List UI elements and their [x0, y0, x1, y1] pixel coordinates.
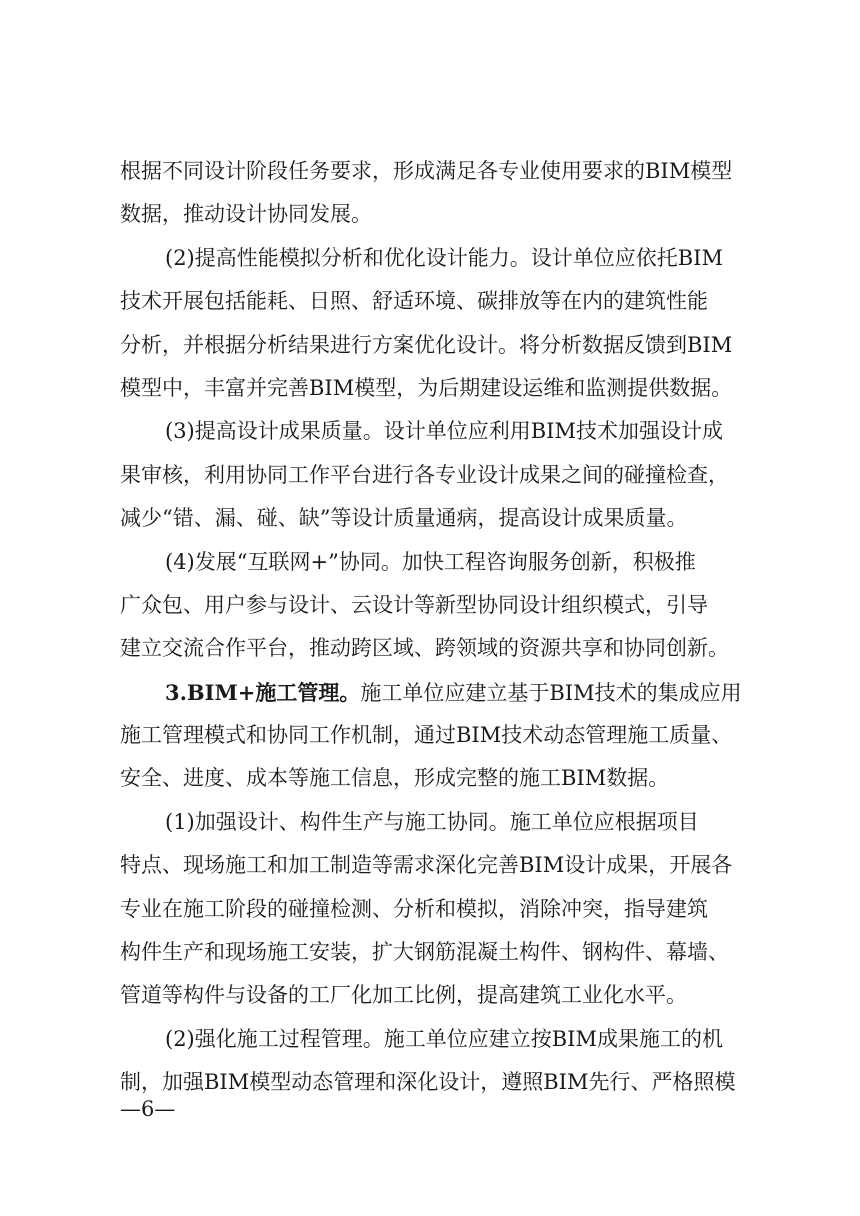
text-line: 专业在施工阶段的碰撞检测、分析和模拟，消除冲突，指导建筑 [120, 896, 708, 921]
body-text [120, 150, 760, 1105]
text-line: 制，加强BIM模型动态管理和深化设计，遵照BIM先行、严格照模 [120, 1070, 736, 1095]
text-line: (3)提高设计成果质量。设计单位应利用BIM技术加强设计成 [165, 419, 723, 444]
text-line: 根据不同设计阶段任务要求，形成满足各专业使用要求的BIM模型 [120, 159, 733, 183]
text-line: 特点、现场施工和加工制造等需求深化完善BIM设计成果，开展各 [120, 853, 733, 878]
text-line: 建立交流合作平台，推动跨区域、跨领域的资源共享和协同创新。 [120, 636, 729, 661]
text-line: (2)强化施工过程管理。施工单位应建立按BIM成果施工的机 [165, 1026, 723, 1051]
text-line: (1)加强设计、构件生产与施工协同。施工单位应根据项目 [165, 809, 699, 834]
text-line: 广众包、用户参与设计、云设计等新型协同设计组织模式，引导 [120, 592, 708, 617]
page-number: —6— [120, 1097, 176, 1121]
text-line: (2)提高性能模拟分析和优化设计能力。设计单位应依托BIM [165, 245, 723, 270]
text-line: 减少“错、漏、碰、缺”等设计质量通病，提高设计成果质量。 [120, 506, 688, 531]
text-line: 数据，推动设计协同发展。 [120, 202, 372, 227]
text-line: 分析，并根据分析结果进行方案优化设计。将分析数据反馈到BIM [120, 332, 733, 357]
text-line: 技术开展包括能耗、日照、舒适环境、碳排放等在内的建筑性能 [120, 289, 708, 314]
text-line: 管道等构件与设备的工厂化加工比例，提高建筑工业化水平。 [120, 983, 687, 1008]
text-line: 构件生产和现场施工安装，扩大钢筋混凝土构件、钢构件、幕墙、 [120, 940, 729, 965]
text-line: 安全、进度、成本等施工信息，形成完整的施工BIM数据。 [120, 766, 670, 791]
text-line: 模型中，丰富并完善BIM模型，为后期建设运维和监测提供数据。 [120, 375, 733, 400]
text-line: 果审核，利用协同工作平台进行各专业设计成果之间的碰撞检查， [120, 462, 729, 487]
text-line: 施工管理模式和协同工作机制，通过BIM技术动态管理施工质量、 [120, 723, 733, 748]
text-line: (4)发展“互联网+”协同。加快工程咨询服务创新，积极推 [165, 549, 696, 574]
section-heading: 3.BIM+施工管理。 [165, 679, 361, 705]
section-heading-line: 3.BIM+施工管理。施工单位应建立基于BIM技术的集成应用 [165, 679, 742, 705]
